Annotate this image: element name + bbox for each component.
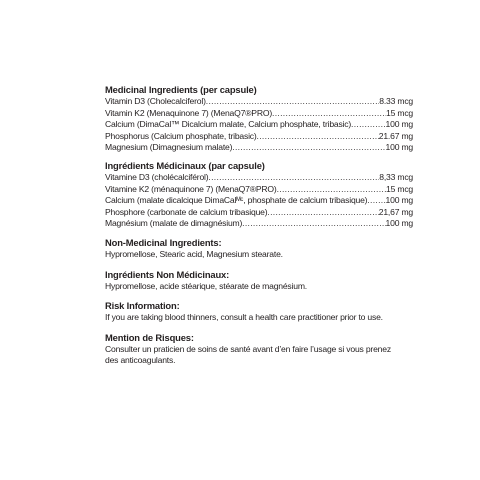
ingredients-medicinaux-section bbox=[105, 160, 413, 230]
ingredient-row bbox=[105, 108, 413, 120]
ingredient-amount: 15 mcg bbox=[386, 183, 413, 194]
ingredient-name: Phosphore (carbonate de calcium tribasique) bbox=[105, 206, 268, 217]
non-medicinal-section bbox=[105, 237, 413, 261]
dot-leader bbox=[267, 207, 378, 219]
ingredient-amount: 8,33 mcg bbox=[379, 171, 413, 182]
risk-information-text: If you are taking blood thinners, consult a health care practitioner prior to use. bbox=[105, 312, 383, 323]
dot-leader bbox=[257, 131, 379, 143]
ingredient-row bbox=[105, 96, 413, 108]
dot-leader bbox=[367, 195, 385, 207]
ingredient-amount: 100 mg bbox=[385, 195, 413, 206]
ingredient-amount: 21.67 mg bbox=[378, 130, 413, 141]
ingredient-name: Calcium (DimaCal™ Dicalcium malate, Calcium phosphate, tribasic) bbox=[105, 119, 352, 130]
spacer bbox=[105, 324, 413, 332]
dot-leader bbox=[351, 119, 385, 131]
spacer bbox=[105, 261, 413, 269]
mention-risques-heading: Mention de Risques: bbox=[105, 331, 194, 343]
ingredient-amount: 8.33 mcg bbox=[379, 96, 413, 106]
non-medicinal-heading: Non-Medicinal Ingredients: bbox=[105, 236, 222, 248]
ingredient-name: Vitamin K2 (Menaquinone 7) (MenaQ7®PRO) bbox=[105, 107, 272, 118]
ingredient-name: Vitamine K2 (ménaquinone 7) (MenaQ7®PRO) bbox=[105, 183, 277, 194]
ingredient-name: Calcium (malate dicalcique DimaCalᴹᶜ, phosphate de calcium tribasique) bbox=[105, 195, 368, 206]
medicinal-ingredients-heading: Medicinal Ingredients (per capsule) bbox=[105, 84, 257, 95]
ingredient-amount: 100 mg bbox=[385, 142, 413, 153]
non-medicinaux-section bbox=[105, 269, 413, 293]
ingredient-name: Magnésium (malate de dimagnésium) bbox=[105, 218, 243, 229]
ingredient-amount: 100 mg bbox=[385, 218, 413, 229]
ingredient-name: Magnesium (Dimagnesium malate) bbox=[105, 142, 233, 153]
ingredient-row bbox=[105, 172, 413, 184]
ingredient-name: Phosphorus (Calcium phosphate, tribasic) bbox=[105, 130, 257, 141]
dot-leader bbox=[208, 172, 379, 184]
mention-risques-text: Consulter un praticien de soins de santé avant d’en faire l’usage si vous prenez des anticoagulants. bbox=[105, 343, 391, 366]
dot-leader bbox=[206, 96, 380, 108]
ingredient-name: Vitamin D3 (Cholecalciferol) bbox=[105, 96, 206, 106]
supplement-label bbox=[105, 84, 413, 367]
ingredient-row bbox=[105, 131, 413, 143]
dot-leader bbox=[242, 218, 385, 230]
ingredient-row bbox=[105, 195, 413, 207]
ingredient-amount: 100 mg bbox=[385, 119, 413, 130]
risk-information-section bbox=[105, 300, 413, 324]
non-medicinaux-heading: Ingrédients Non Médicinaux: bbox=[105, 268, 230, 280]
ingredient-row bbox=[105, 207, 413, 219]
ingredient-amount: 15 mcg bbox=[386, 107, 413, 118]
mention-risques-section bbox=[105, 332, 413, 367]
ingredient-row bbox=[105, 119, 413, 131]
ingredient-amount: 21,67 mg bbox=[378, 206, 413, 217]
dot-leader bbox=[277, 184, 386, 196]
ingredient-row bbox=[105, 184, 413, 196]
ingredient-name: Vitamine D3 (cholécalciférol) bbox=[105, 171, 209, 182]
dot-leader bbox=[232, 142, 385, 154]
spacer bbox=[105, 230, 413, 237]
spacer bbox=[105, 292, 413, 300]
ingredient-row bbox=[105, 218, 413, 230]
ingredients-medicinaux-heading: Ingrédients Médicinaux (par capsule) bbox=[105, 159, 265, 171]
non-medicinal-text: Hypromellose, Stearic acid, Magnesium stearate. bbox=[105, 248, 283, 259]
ingredient-row bbox=[105, 142, 413, 154]
medicinal-ingredients-section bbox=[105, 84, 413, 154]
risk-information-heading: Risk Information: bbox=[105, 300, 180, 312]
dot-leader bbox=[272, 108, 386, 120]
non-medicinaux-text: Hypromellose, acide stéarique, stéarate de magnésium. bbox=[105, 280, 307, 291]
